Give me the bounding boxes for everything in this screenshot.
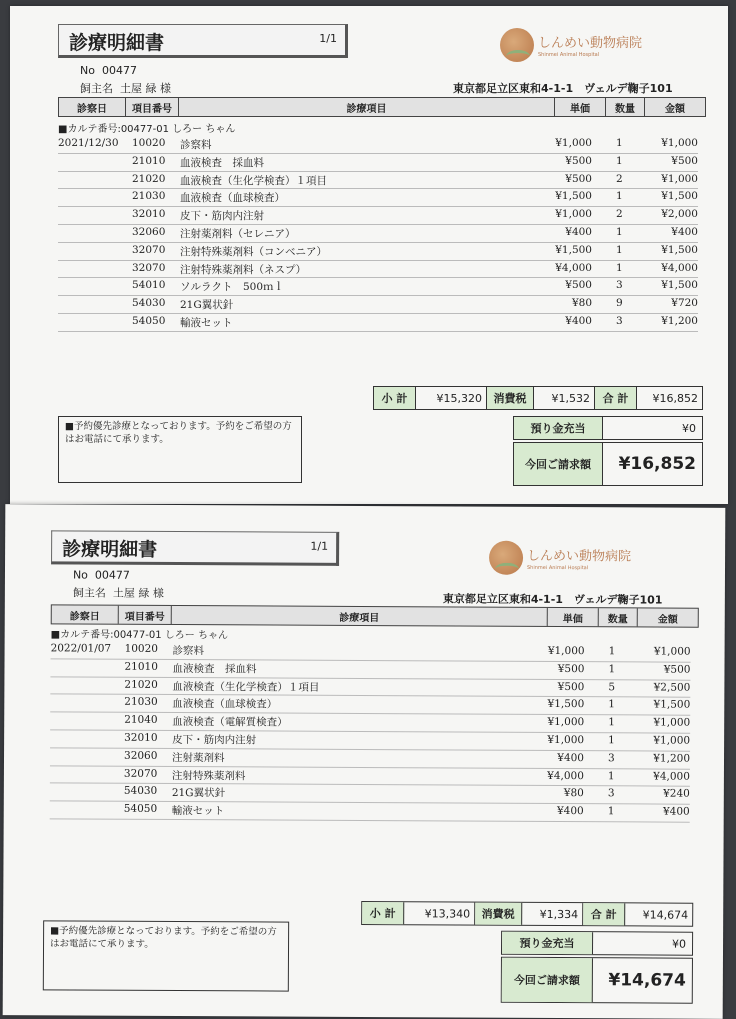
row-unit-price: ¥400 [565, 225, 592, 238]
row-quantity: 1 [616, 154, 623, 167]
row-amount: ¥400 [662, 805, 690, 818]
clinic-logo [489, 541, 631, 576]
tax-label: 消費税 [487, 387, 534, 409]
row-item: 皮下・筋肉内注射 [180, 210, 264, 223]
subtotal-value: ¥13,340 [404, 902, 475, 924]
row-quantity: 2 [616, 172, 623, 185]
header-qty: 数量 [599, 608, 638, 626]
row-code: 21010 [132, 154, 166, 167]
row-quantity: 2 [616, 208, 623, 221]
clinic-address: 東京都足立区東和4-1-1 ヴェルデ鞠子101 [442, 592, 663, 607]
subtotal-value: ¥15,320 [416, 387, 487, 409]
clinic-address: 東京都足立区東和4-1-1 ヴェルデ鞠子101 [453, 82, 673, 95]
row-code: 10020 [124, 642, 159, 655]
row-amount: ¥1,500 [661, 279, 698, 292]
statement-title: 診療明細書 [62, 538, 158, 561]
table-row [58, 136, 698, 154]
table-header [58, 97, 706, 117]
row-item: 21G翼状針 [180, 299, 234, 312]
row-quantity: 1 [616, 261, 623, 274]
no-value: 00477 [94, 568, 130, 582]
row-unit-price: ¥1,000 [547, 716, 585, 729]
row-code: 21030 [132, 190, 166, 203]
row-item: 血液検査（電解質検査） [172, 716, 288, 729]
row-code: 32060 [132, 225, 166, 238]
row-code: 21030 [124, 696, 158, 709]
subtotal-label: 小 計 [374, 387, 416, 409]
row-unit-price: ¥500 [565, 279, 592, 292]
karte-line: ■カルテ番号:00477-01 しろー ちゃん [50, 629, 229, 642]
row-unit-price: ¥4,000 [555, 261, 592, 274]
table-row [58, 189, 698, 207]
row-amount: ¥1,000 [653, 716, 691, 729]
header-date: 診察日 [52, 605, 119, 623]
page-number: 1/1 [310, 539, 329, 553]
row-amount: ¥1,500 [661, 190, 698, 203]
row-unit-price: ¥1,500 [555, 190, 592, 203]
row-amount: ¥4,000 [653, 770, 690, 783]
header-amount: 金額 [657, 614, 678, 626]
row-code: 32070 [123, 767, 158, 780]
billing-value: ¥16,852 [618, 454, 696, 474]
row-unit-price: ¥80 [563, 787, 584, 800]
row-item: 注射特殊薬剤料 [171, 769, 246, 782]
row-code: 21020 [124, 678, 158, 691]
row-item: 21G翼状針 [171, 787, 226, 800]
row-unit-price: ¥80 [571, 297, 592, 310]
row-amount: ¥1,000 [661, 172, 698, 185]
row-quantity: 1 [608, 734, 615, 747]
table-row [58, 296, 698, 314]
row-code: 54030 [123, 785, 158, 798]
billing-label: 今回ご請求額 [514, 443, 603, 485]
row-amount: ¥1,200 [661, 314, 698, 327]
header-code: 項目番号 [126, 98, 179, 116]
row-unit-price: ¥500 [565, 172, 592, 185]
row-amount: ¥500 [671, 154, 698, 167]
owner-label: 飼主名 [80, 82, 113, 95]
row-quantity: 1 [607, 769, 615, 782]
row-item: 注射特殊薬剤料（ネスプ） [180, 263, 307, 276]
row-unit-price: ¥500 [557, 662, 585, 675]
row-unit-price: ¥1,000 [547, 644, 585, 658]
header-qty: 数量 [606, 98, 645, 116]
table-row [58, 261, 698, 279]
page-number: 1/1 [319, 32, 337, 45]
row-unit-price: ¥400 [565, 314, 592, 327]
deposit-box [501, 931, 693, 956]
row-amount: ¥1,500 [653, 698, 691, 712]
row-item: 輸液セット [180, 316, 233, 329]
row-quantity: 1 [616, 225, 623, 238]
owner-name: 土屋 緑 様 [120, 82, 171, 95]
table-row [58, 314, 698, 332]
billing-value: ¥14,674 [608, 970, 686, 991]
owner-line [80, 80, 171, 96]
deposit-value: ¥0 [672, 937, 687, 951]
row-amount: ¥1,000 [653, 645, 691, 658]
row-code: 21040 [124, 713, 158, 727]
row-quantity: 9 [616, 297, 623, 310]
row-quantity: 3 [616, 314, 623, 327]
row-unit-price: ¥1,500 [555, 243, 592, 256]
row-amount: ¥2,000 [661, 208, 698, 221]
row-amount: ¥400 [671, 225, 698, 238]
row-quantity: 3 [607, 787, 615, 800]
statement-title-box [51, 530, 339, 566]
table-row [58, 207, 698, 225]
row-quantity: 3 [607, 752, 615, 765]
subtotal-label: 小 計 [362, 902, 404, 924]
statement-sheet-1 [10, 6, 728, 504]
row-quantity: 1 [616, 243, 623, 256]
row-amount: ¥2,500 [653, 681, 691, 694]
header-code: 項目番号 [119, 606, 172, 624]
row-item: 診察料 [172, 644, 205, 658]
header-date: 診察日 [59, 98, 126, 116]
row-code: 32070 [132, 243, 166, 256]
clinic-logo [500, 28, 642, 62]
row-code: 54030 [132, 297, 166, 310]
deposit-value: ¥0 [682, 421, 696, 435]
row-item: ソルラクト 500ｍｌ [180, 281, 285, 294]
totals-bar [373, 386, 703, 410]
totals-bar [361, 901, 693, 927]
row-code: 54050 [132, 314, 166, 327]
table-row [50, 802, 690, 823]
owner-line [73, 584, 164, 600]
row-quantity: 1 [616, 137, 623, 149]
table-header [51, 604, 699, 627]
dog-logo-icon [500, 28, 534, 62]
row-unit-price: ¥400 [556, 805, 584, 818]
row-item: 皮下・筋肉内注射 [172, 733, 257, 747]
reservation-note: ■予約優先診療となっております。予約をご希望の方はお電話にて承ります。 [58, 416, 302, 483]
karte-line: ■カルテ番号:00477-01 しろー ちゃん [58, 124, 236, 135]
tax-label: 消費税 [475, 903, 522, 925]
row-code: 54010 [132, 279, 166, 292]
statement-sheet-2 [3, 504, 726, 1019]
row-item: 血液検査 採血料 [172, 662, 257, 676]
row-amount: ¥1,500 [661, 243, 698, 256]
total-label: 合 計 [583, 903, 625, 925]
table-row [58, 172, 698, 190]
row-item: 血液検査（血球検査） [172, 698, 278, 711]
row-code: 32070 [132, 261, 166, 274]
clinic-name: しんめい動物病院 [538, 36, 643, 51]
row-date: 2022/01/07 [50, 642, 112, 655]
reservation-note: ■予約優先診療となっております。予約をご希望の方はお電話にて承ります。 [43, 920, 289, 991]
header-item: 診療項目 [172, 606, 548, 626]
row-amount: ¥1,200 [653, 752, 691, 765]
header-unit: 単価 [555, 98, 606, 116]
deposit-label: 預り金充当 [514, 417, 603, 439]
row-quantity: 5 [608, 680, 616, 693]
row-amount: ¥720 [671, 297, 698, 310]
statement-title-box [58, 24, 348, 58]
deposit-label: 預り金充当 [502, 932, 593, 954]
row-unit-price: ¥4,000 [547, 769, 584, 782]
no-value: 00477 [101, 64, 137, 77]
clinic-subname: Shinmei Animal Hospital [538, 52, 600, 58]
row-code: 32010 [132, 208, 166, 221]
row-quantity: 1 [616, 190, 623, 203]
header-amount: 金額 [665, 103, 685, 115]
statement-number [73, 568, 130, 581]
row-item: 注射薬剤料（セレニア） [180, 227, 296, 240]
row-code: 32010 [124, 731, 158, 744]
total-label: 合 計 [595, 387, 637, 409]
row-code: 10020 [132, 137, 166, 149]
row-item: 診察料 [180, 139, 212, 151]
line-items [50, 641, 691, 822]
row-code: 54050 [123, 802, 158, 816]
row-unit-price: ¥500 [565, 154, 592, 167]
line-items [58, 136, 698, 332]
no-label: No [72, 568, 88, 582]
row-quantity: 1 [608, 716, 615, 729]
total-value: ¥14,674 [642, 907, 689, 922]
row-item: 血液検査 採血料 [180, 156, 264, 169]
billing-box [513, 442, 703, 486]
table-row [58, 243, 698, 261]
row-date: 2021/12/30 [58, 137, 119, 149]
row-unit-price: ¥1,000 [547, 733, 585, 747]
owner-label: 飼主名 [72, 586, 106, 600]
row-code: 21020 [132, 172, 166, 185]
row-item: 輸液セット [171, 805, 225, 818]
table-row [58, 278, 698, 296]
total-value: ¥16,852 [652, 391, 698, 405]
row-quantity: 1 [608, 663, 616, 676]
dog-logo-icon [489, 541, 523, 575]
clinic-subname: Shinmei Animal Hospital [527, 564, 589, 572]
row-item: 注射薬剤料 [171, 751, 225, 765]
no-label: No [80, 64, 95, 77]
owner-name: 土屋 緑 様 [112, 586, 164, 600]
row-unit-price: ¥1,000 [555, 137, 592, 149]
row-item: 血液検査（生化学検査）１項目 [180, 174, 327, 187]
row-code: 32060 [123, 749, 158, 762]
row-quantity: 1 [607, 805, 615, 818]
table-row [58, 154, 698, 172]
row-item: 血液検査（生化学検査）１項目 [172, 680, 320, 694]
clinic-name: しんめい動物病院 [527, 548, 632, 565]
deposit-box [513, 416, 703, 440]
row-item: 注射特殊薬剤料（コンベニア） [180, 245, 327, 258]
statement-title: 診療明細書 [69, 32, 165, 54]
row-unit-price: ¥400 [557, 751, 585, 764]
billing-label: 今回ご請求額 [502, 958, 593, 1002]
billing-box [501, 957, 693, 1004]
row-item: 血液検査（血球検査） [180, 192, 285, 205]
table-row [58, 225, 698, 243]
header-item: 診療項目 [179, 98, 555, 116]
row-quantity: 1 [608, 698, 616, 711]
tax-value: ¥1,532 [534, 387, 595, 409]
header-unit: 単価 [548, 608, 599, 626]
row-amount: ¥1,000 [661, 137, 698, 149]
row-quantity: 1 [608, 645, 616, 658]
row-amount: ¥1,000 [653, 734, 691, 747]
row-unit-price: ¥1,500 [547, 698, 585, 711]
statement-number [80, 64, 137, 77]
row-amount: ¥4,000 [661, 261, 698, 274]
row-code: 21010 [124, 660, 158, 673]
row-unit-price: ¥1,000 [555, 208, 592, 221]
row-quantity: 3 [616, 279, 623, 292]
tax-value: ¥1,334 [522, 903, 583, 925]
row-amount: ¥240 [663, 787, 690, 801]
row-amount: ¥500 [663, 663, 691, 676]
row-unit-price: ¥500 [557, 680, 585, 693]
